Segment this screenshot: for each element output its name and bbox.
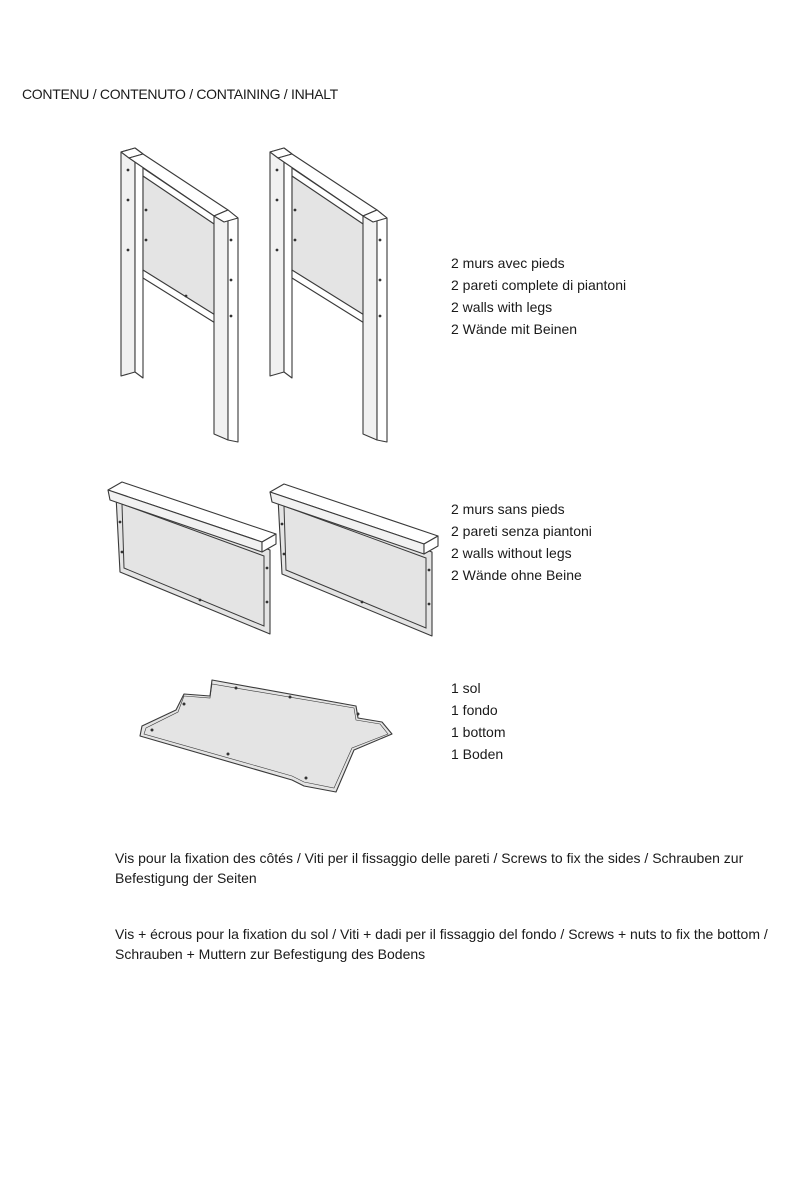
screws-sides-note: Vis pour la fixation des côtés / Viti per il fissaggio delle pareti / Screws to fix the sides / Schrauben zur Befestigung der Seiten xyxy=(115,850,744,886)
wall-with-legs-icon xyxy=(110,140,410,460)
caption-line: 2 murs sans pieds xyxy=(451,501,565,517)
page-title: CONTENU / CONTENUTO / CONTAINING / INHALT xyxy=(22,86,338,102)
caption-line: 2 pareti senza piantoni xyxy=(451,523,592,539)
wall-without-legs-icon xyxy=(100,476,440,638)
bottom-panel-icon xyxy=(136,676,398,800)
item-caption-walls-without-legs xyxy=(451,498,592,586)
item-caption-bottom xyxy=(451,677,505,765)
caption-line: 1 sol xyxy=(451,680,481,696)
caption-line: 2 Wände mit Beinen xyxy=(451,321,578,337)
caption-line: 1 fondo xyxy=(451,702,498,718)
caption-line: 1 Boden xyxy=(451,746,504,762)
caption-line: 2 walls with legs xyxy=(451,299,553,315)
item-caption-walls-with-legs xyxy=(451,252,626,340)
caption-line: 1 bottom xyxy=(451,724,506,740)
caption-line: 2 walls without legs xyxy=(451,545,572,561)
caption-line: 2 pareti complete di piantoni xyxy=(451,277,627,293)
caption-line: 2 Wände ohne Beine xyxy=(451,567,582,583)
screws-bottom-note: Vis + écrous pour la fixation du sol / Viti + dadi per il fissaggio del fondo / Screws + nuts to fix the bottom / Schrauben + Muttern zur Befestigung des Bodens xyxy=(115,926,768,962)
caption-line: 2 murs avec pieds xyxy=(451,255,565,271)
